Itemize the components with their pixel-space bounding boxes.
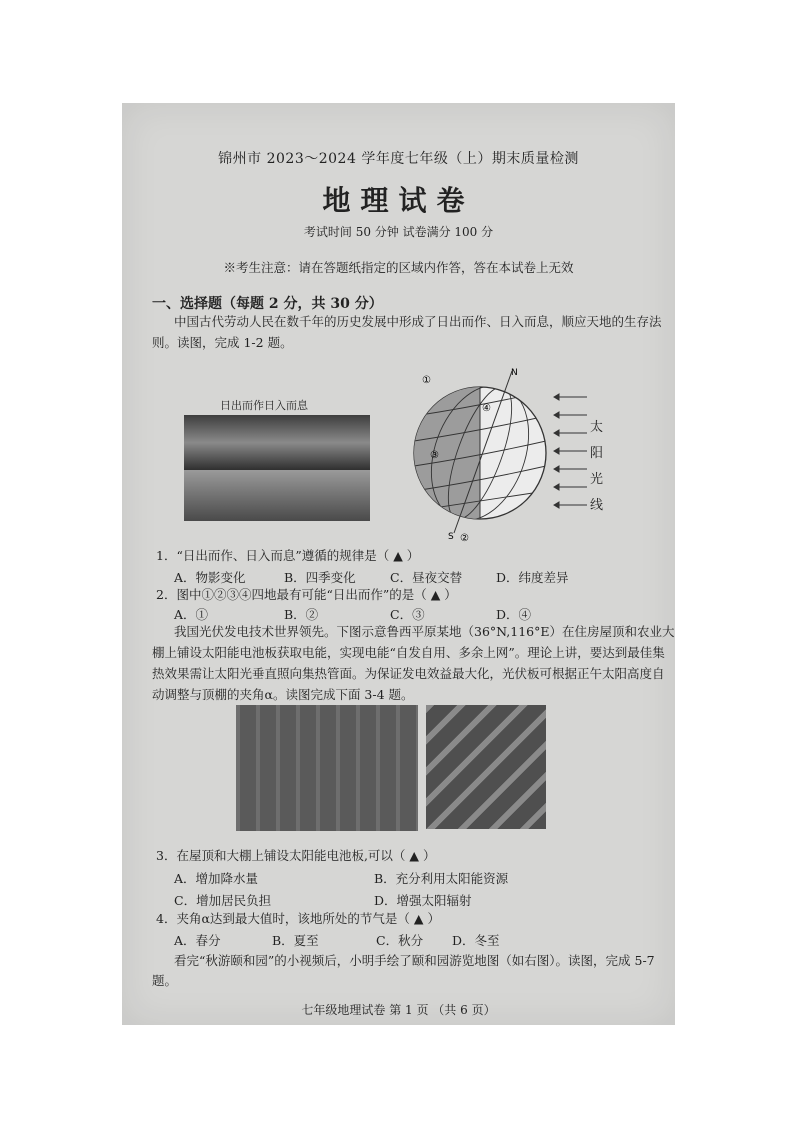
sunlight-label-1: 太	[590, 420, 604, 435]
q1-option-d: D．纬度差异	[496, 570, 569, 585]
q3-option-c: C．增加居民负担	[174, 893, 272, 908]
marker-4: ④	[482, 403, 491, 414]
q3-option-b: B．充分利用太阳能资源	[374, 871, 509, 886]
q1-option-c: C．昼夜交替	[390, 570, 463, 585]
q2-option-a: A．①	[174, 607, 209, 622]
q1-option-b: B．四季变化	[284, 570, 356, 585]
sunlight-label-2: 阳	[590, 446, 604, 461]
intro-line: 中国古代劳动人民在数千年的历史发展中形成了日出而作、日入而息，顺应天地的生存法	[174, 314, 662, 329]
q4-option-a: A．春分	[174, 933, 221, 948]
photo-caption: 日出而作日入而息	[220, 399, 308, 412]
q4-option-b: B．夏至	[272, 933, 319, 948]
page-footer: 七年级地理试卷 第 1 页 （共 6 页）	[301, 1003, 496, 1017]
intro-line: 则。读图，完成 1-2 题。	[152, 335, 293, 350]
sunlight-label-4: 线	[590, 498, 604, 513]
north-label: N	[511, 368, 518, 378]
sunrise-work-photo	[184, 415, 370, 521]
south-label: S	[448, 532, 454, 542]
q4-option-d: D．冬至	[452, 933, 500, 948]
q3-option-a: A．增加降水量	[174, 871, 259, 886]
q1-option-a: A．物影变化	[174, 570, 246, 585]
q4-option-c: C．秋分	[376, 933, 424, 948]
question-2: 2．图中①②③④四地最有可能“日出而作”的是（ ▲ ）	[156, 587, 457, 602]
globe-diagram	[392, 361, 592, 546]
question-1: 1．“日出而作、日入而息”遵循的规律是（ ▲ ）	[156, 548, 420, 563]
intro3-line: 看完“秋游颐和园”的小视频后，小明手绘了颐和园游览地图（如右图）。读图，完成 5-7	[174, 953, 655, 968]
subject-title: 地理试卷	[322, 184, 475, 217]
exam-paper	[122, 103, 675, 1025]
marker-3: ③	[430, 450, 439, 461]
intro2-line: 棚上铺设太阳能电池板获取电能，实现电能“自发自用、多余上网”。理论上讲，要达到最佳集	[152, 645, 665, 660]
sunrise-photo	[184, 415, 370, 470]
notice: ※考生注意：请在答题纸指定的区域内作答，答在本试卷上无效	[223, 260, 574, 275]
q2-option-d: D．④	[496, 607, 532, 622]
farmers-photo	[184, 470, 370, 521]
q3-option-d: D．增强太阳辐射	[374, 893, 472, 908]
intro2-line: 动调整与顶棚的夹角α。读图完成下面 3-4 题。	[152, 687, 414, 702]
marker-2: ②	[460, 533, 469, 544]
rooftop-solar-photo	[236, 705, 418, 831]
intro2-line: 我国光伏发电技术世界领先。下图示意鲁西平原某地（36°N,116°E）在住房屋顶和农业大	[174, 624, 675, 639]
q2-option-c: C．③	[390, 607, 425, 622]
exam-name: 锦州市 2023～2024 学年度七年级（上）期末质量检测	[218, 151, 579, 167]
intro2-line: 热效果需让太阳光垂直照向集热管面。为保证发电效益最大化，光伏板可根据正午太阳高度自	[152, 666, 665, 681]
marker-1: ①	[422, 375, 431, 386]
intro3-line: 题。	[152, 973, 178, 988]
greenhouse-solar-photo	[426, 705, 546, 829]
q2-option-b: B．②	[284, 607, 319, 622]
section-title: 一、选择题（每题 2 分，共 30 分）	[152, 296, 383, 312]
question-3: 3．在屋顶和大棚上铺设太阳能电池板,可以（ ▲ ）	[156, 848, 436, 863]
question-4: 4．夹角α达到最大值时，该地所处的节气是（ ▲ ）	[156, 911, 440, 926]
time-info: 考试时间 50 分钟 试卷满分 100 分	[303, 225, 494, 239]
sunlight-label-3: 光	[590, 472, 604, 487]
sunlight-arrows	[554, 394, 587, 508]
